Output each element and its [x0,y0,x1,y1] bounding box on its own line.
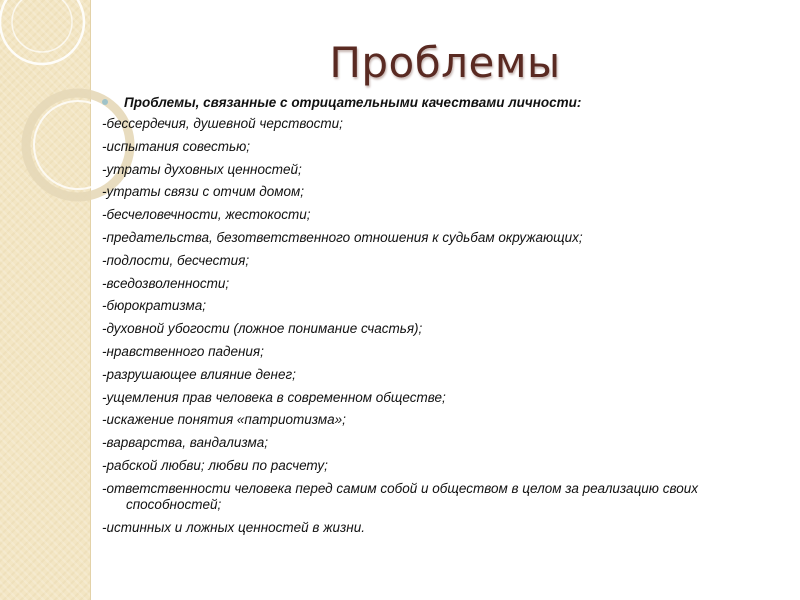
list-item: -подлости, бесчестия; [102,252,250,268]
slide-title: Проблемы [329,38,561,87]
list-item: -ответственности человека перед самим собой и обществом в целом за реализацию своих способностей; [102,480,698,512]
list-item: -рабской любви; любви по расчету; [102,457,328,473]
list-item: -истинных и ложных ценностей в жизни. [102,519,365,535]
bullet-dot-icon [102,99,108,105]
list-item: -испытания совестью; [102,138,250,154]
list-item: -варварства, вандализма; [102,435,269,451]
list-item: -бюрократизма; [102,298,207,314]
list-item: -ущемления прав человека в современном обществе; [102,389,446,405]
list-item: -бесчеловечности, жестокости; [102,207,311,223]
list-item: -разрушающее влияние денег; [102,366,296,382]
list-item: -искажение понятия «патриотизма»; [102,412,346,428]
slide-content [102,95,782,542]
list-item: -утраты духовных ценностей; [102,161,302,177]
bullet-heading [102,95,782,110]
list-item: -вседозволенности; [102,275,230,291]
list-item: -бессердечия, душевной черствости; [102,116,343,131]
bullet-heading-text: Проблемы, связанные с отрицательными качествами личности: [124,95,582,110]
list-item: -утраты связи с отчим домом; [102,184,305,200]
list-item: -предательства, безответственного отношения к судьбам окружающих; [102,229,583,245]
list-item: -нравственного падения; [102,343,264,359]
list-item: -духовной убогости (ложное понимание счастья); [102,321,423,337]
